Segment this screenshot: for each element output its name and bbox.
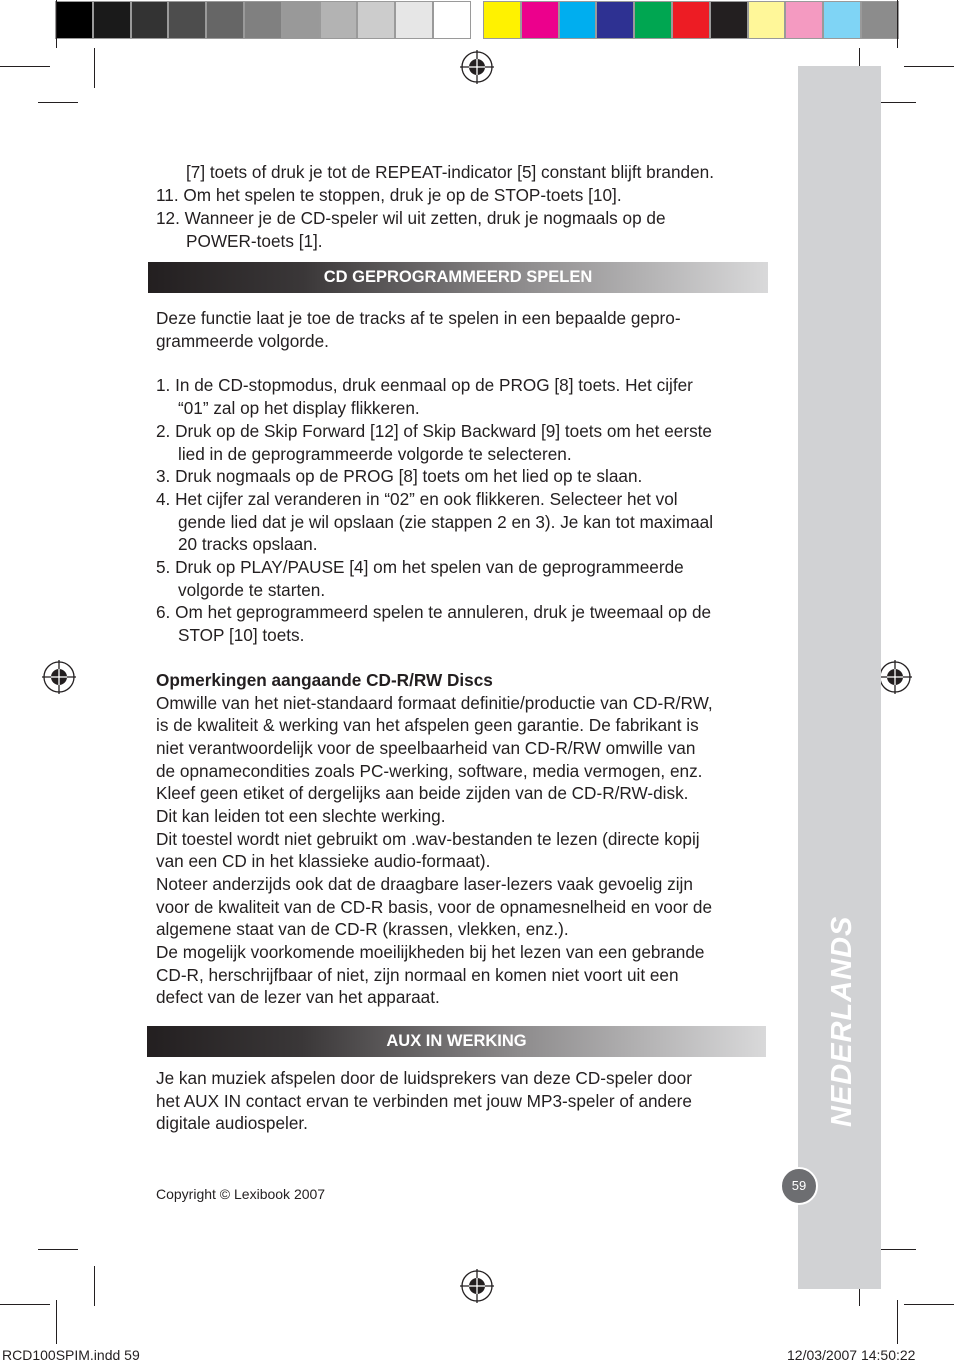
color-swatch	[207, 2, 243, 38]
intro-line: [7] toets of druk je tot de REPEAT-indicator [5] constant blijft branden.	[186, 162, 715, 182]
section-heading-aux-in: AUX IN WERKING	[386, 1032, 527, 1050]
step-line: lied in de geprogrammeerde volgorde te selecteren.	[178, 444, 572, 464]
step-line: 1. In de CD-stopmodus, druk eenmaal op de PROG [8] toets. Het cijfer	[156, 375, 693, 395]
section2-line: digitale audiospeler.	[156, 1113, 308, 1133]
color-swatch	[522, 2, 558, 38]
color-swatch	[169, 2, 205, 38]
notes-line: Omwille van het niet-standaard formaat definitie/productie van CD-R/RW,	[156, 693, 713, 713]
notes-line: De mogelijk voorkomende moeilijkheden bij het lezen van een gebrande	[156, 942, 705, 962]
section1-intro-line: Deze functie laat je toe de tracks af te spelen in een bepaalde gepro-	[156, 308, 681, 328]
notes-title: Opmerkingen aangaande CD-R/RW Discs	[156, 670, 493, 690]
color-swatch	[597, 2, 633, 38]
notes-line: Dit toestel wordt niet gebruikt om .wav-bestanden te lezen (directe kopij	[156, 829, 700, 849]
copyright-notice: Copyright © Lexibook 2007	[156, 1186, 326, 1202]
intro-line: 12. Wanneer je de CD-speler wil uit zetten, druk je nogmaals op de	[156, 208, 666, 228]
color-swatch	[862, 2, 898, 38]
color-swatch	[94, 2, 130, 38]
section2-line: Je kan muziek afspelen door de luidsprekers van deze CD-speler door	[156, 1068, 692, 1088]
color-swatch	[321, 2, 357, 38]
intro-line: POWER-toets [1].	[186, 231, 323, 251]
color-swatch	[711, 2, 747, 38]
registration-mark-top-icon	[460, 50, 494, 84]
step-line: gende lied dat je wil opslaan (zie stappen 2 en 3). Je kan tot maximaal	[178, 512, 714, 532]
color-swatch	[786, 2, 822, 38]
slug-filename: RCD100SPIM.indd 59	[2, 1347, 140, 1363]
color-swatch	[673, 2, 709, 38]
section-heading-cd-programmed: CD GEPROGRAMMEERD SPELEN	[323, 268, 593, 286]
notes-line: voor de kwaliteit van de CD-R basis, voor de opnamesnelheid en voor de	[156, 897, 713, 917]
color-swatch	[396, 2, 432, 38]
language-tab-label: NEDERLANDS	[826, 915, 858, 1127]
notes-line: Dit kan leiden tot een slechte werking.	[156, 806, 446, 826]
color-swatch	[434, 2, 470, 38]
intro-line: 11. Om het spelen te stoppen, druk je op de STOP-toets [10].	[156, 185, 622, 205]
step-line: 3. Druk nogmaals op de PROG [8] toets om het lied op te slaan.	[156, 466, 643, 486]
section-heading-band	[148, 262, 768, 293]
registration-mark-right-icon	[878, 660, 912, 694]
color-swatch	[245, 2, 281, 38]
color-swatch	[635, 2, 671, 38]
notes-line: defect van de lezer van het apparaat.	[156, 987, 440, 1007]
notes-line: van een CD in het klassieke audio-formaat).	[156, 851, 491, 871]
step-line: 2. Druk op de Skip Forward [12] of Skip Backward [9] toets om het eerste	[156, 421, 712, 441]
color-swatch	[358, 2, 394, 38]
section-heading-band	[147, 1026, 766, 1057]
section1-intro-line: grammeerde volgorde.	[156, 331, 329, 351]
notes-line: niet verantwoordelijk voor de speelbaarheid van CD-R/RW omwille van	[156, 738, 696, 758]
notes-line: is de kwaliteit & werking van het afspelen geen garantie. De fabrikant is	[156, 715, 699, 735]
notes-line: Kleef geen etiket of dergelijks aan beide zijden van de CD-R/RW-disk.	[156, 783, 689, 803]
color-swatch	[484, 2, 520, 38]
notes-line: CD-R, herschrijfbaar of niet, zijn normaal en komen niet voort uit een	[156, 965, 679, 985]
page-number-badge: 59	[780, 1167, 818, 1205]
step-line: “01” zal op het display flikkeren.	[178, 398, 420, 418]
registration-mark-bottom-icon	[460, 1269, 494, 1303]
step-line: 5. Druk op PLAY/PAUSE [4] om het spelen van de geprogrammeerde	[156, 557, 684, 577]
step-line: volgorde te starten.	[178, 580, 326, 600]
color-swatch	[824, 2, 860, 38]
color-swatch	[560, 2, 596, 38]
step-line: STOP [10] toets.	[178, 625, 305, 645]
slug-timestamp: 12/03/2007 14:50:22	[787, 1347, 916, 1363]
color-swatch	[749, 2, 785, 38]
notes-line: Noteer anderzijds ook dat de draagbare laser-lezers vaak gevoelig zijn	[156, 874, 693, 894]
color-swatch	[56, 2, 92, 38]
registration-mark-left-icon	[42, 660, 76, 694]
notes-line: de opnamecondities zoals PC-werking, software, media vermogen, enz.	[156, 761, 703, 781]
notes-line: algemene staat van de CD-R (krassen, vlekken, enz.).	[156, 919, 569, 939]
color-swatch	[132, 2, 168, 38]
step-line: 4. Het cijfer zal veranderen in “02” en ook flikkeren. Selecteer het vol	[156, 489, 678, 509]
section2-line: het AUX IN contact ervan te verbinden met jouw MP3-speler of andere	[156, 1091, 692, 1111]
color-swatch	[283, 2, 319, 38]
step-line: 6. Om het geprogrammeerd spelen te annuleren, druk je tweemaal op de	[156, 602, 712, 622]
step-line: 20 tracks opslaan.	[178, 534, 318, 554]
